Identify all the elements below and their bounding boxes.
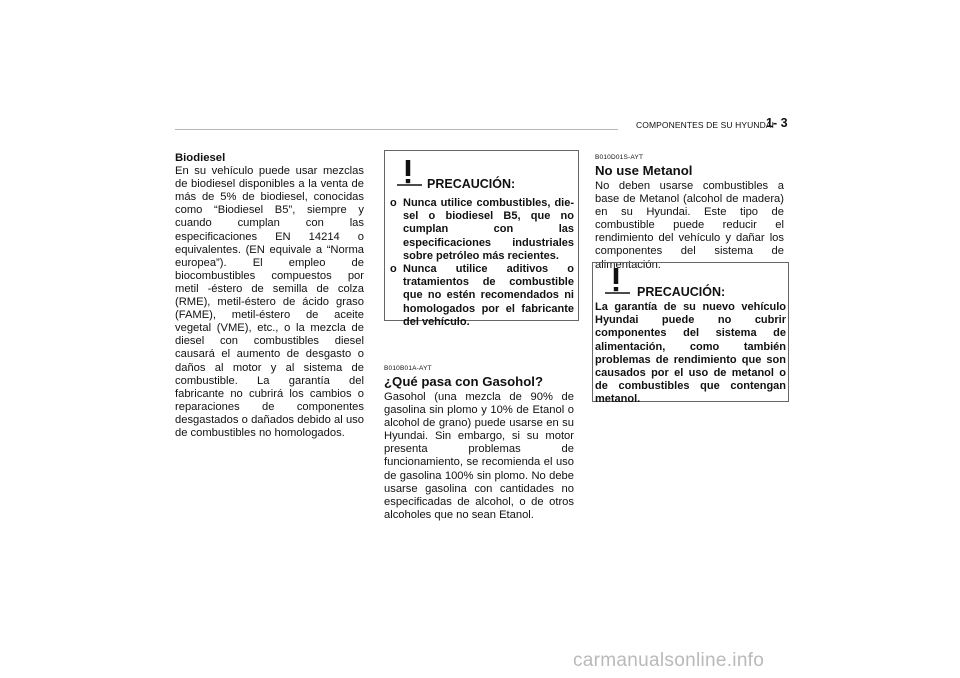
caution-item-text: Nunca utilice combustibles, die-sel o biodiesel B5, que no cumplan con las especificaciones industriales sobre petróleo más recientes. <box>403 197 574 262</box>
biodiesel-title: Biodiesel <box>175 152 226 164</box>
biodiesel-column <box>175 152 364 440</box>
warning-icon <box>393 157 423 187</box>
header-section-title: COMPONENTES DE SU HYUNDAI <box>636 120 775 130</box>
section-code: B010B01A-AYT <box>384 365 432 372</box>
caution-item <box>390 197 574 263</box>
watermark-text: carmanualsonline.info <box>573 650 765 671</box>
section-code: B010D01S-AYT <box>595 154 644 161</box>
caution-box-metanol <box>592 262 789 406</box>
header-rule <box>175 129 618 130</box>
caution-title: PRECAUCIÓN: <box>637 285 726 299</box>
metanol-title: No use Metanol <box>595 163 693 178</box>
metanol-column <box>595 154 784 272</box>
caution-item <box>390 263 574 329</box>
caution-box-fuels <box>384 150 579 328</box>
gasohol-title: ¿Qué pasa con Gasohol? <box>384 374 544 389</box>
caution-body: La garantía de su nuevo vehículo Hyundai puede no cubrir componentes del sistema de alimentación, como también problemas de rendimiento que son causados por el uso de metanol o de combustibles que contengan metanol. <box>595 301 786 406</box>
caution-list <box>390 197 574 329</box>
metanol-body: No deben usarse combustibles a base de Metanol (alcohol de madera) en su Hyundai. Este tipo de combustible puede reducir el rendimiento del vehículo y dañar los componentes del sistema de alimentación. <box>595 180 784 271</box>
biodiesel-body: En su vehículo puede usar mezclas de biodiesel disponibles a la venta de más de 5% de biodiesel, conocidas como “Biodiesel B5”, siempre y cuando cumplan con las especificaciones EN 14214 o equivalentes. (EN equivale a “Norma europea”). El empleo de biocombustibles compuestos por metil -éstero de semilla de colza (RME), metil-éstero de ácido graso (FAME), metil-éstero de aceite vegetal (VME), etc., o la mezcla de diesel con combustibles diesel causará el aumento de desgasto o daños al motor y al sistema de combustible. La garantía del fabricante no cubrirá los cambios o reparaciones de componentes desgastados o dañados debido al uso de combustibles no homologados. <box>175 165 364 439</box>
page-number: 1- 3 <box>766 116 788 130</box>
caution-item-text: Nunca utilice aditivos o tratamientos de combustible que no estén recomendados ni homologados por el fabricante del vehículo. <box>403 263 574 328</box>
gasohol-column <box>384 365 574 522</box>
caution-title: PRECAUCIÓN: <box>427 177 516 191</box>
warning-icon <box>601 265 631 295</box>
bullet: o <box>390 197 397 209</box>
bullet: o <box>390 263 397 276</box>
gasohol-body: Gasohol (una mezcla de 90% de gasolina sin plomo y 10% de Etanol o alcohol de grano) puede usarse en su Hyundai. Sin embargo, si su motor presenta problemas de funcionamiento, se recomienda el uso de gasolina 100% sin plomo. No debe usarse gasolina con cantidades no especificadas de alcohol, o de otros alcoholes que no sean Etanol. <box>384 391 574 521</box>
